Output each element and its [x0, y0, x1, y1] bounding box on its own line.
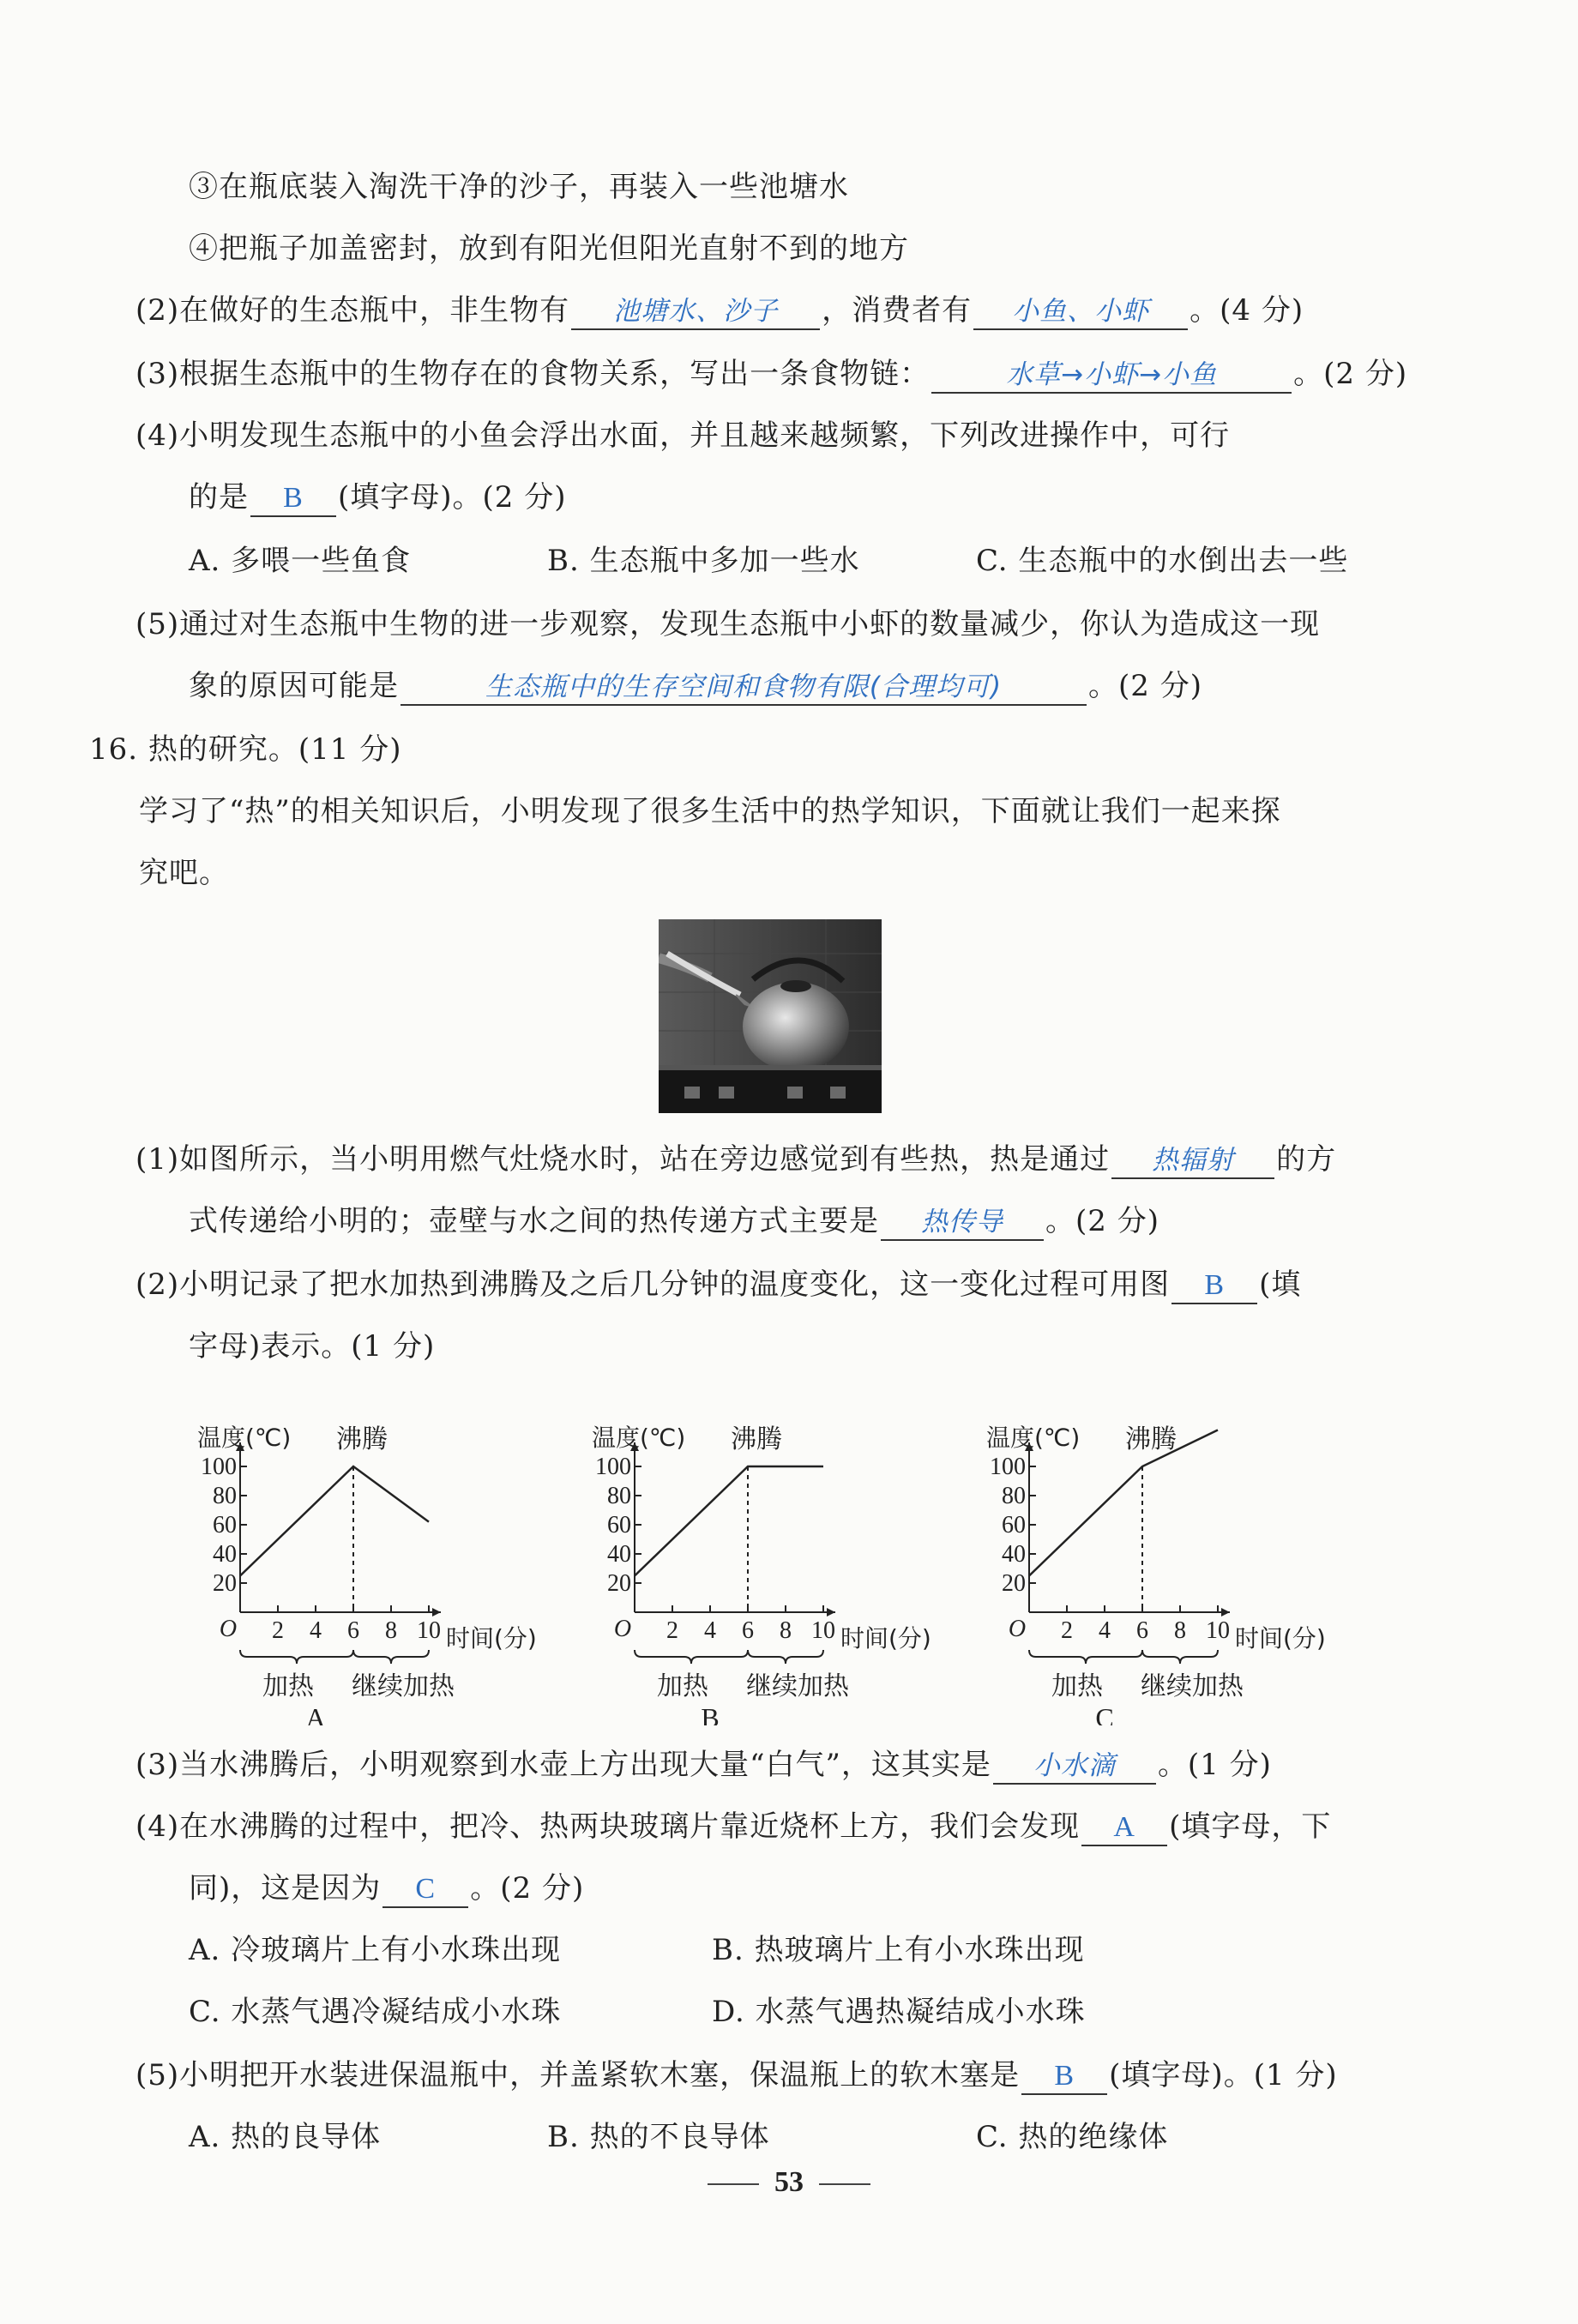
q16-p5-option-a: A. 热的良导体	[189, 2120, 382, 2154]
answer-blank[interactable]: 热辐射	[1111, 1143, 1274, 1179]
x-axis-arrow-icon	[1221, 1608, 1230, 1617]
q15-p2-text-a: (2)在做好的生态瓶中，非生物有	[136, 293, 570, 328]
x-tick-label: 4	[704, 1617, 716, 1644]
x-axis-arrow-icon	[827, 1608, 835, 1617]
temperature-series-line	[635, 1466, 823, 1576]
q16-p5-text-a: (5)小明把开水装进保温瓶中，并盖紧软木塞，保温瓶上的软木塞是	[136, 2058, 1021, 2092]
continue-heating-label: 继续加热	[746, 1671, 849, 1701]
page-number-dash-left	[708, 2183, 759, 2185]
page-number	[0, 2166, 1578, 2199]
chart-letter-label: C	[1095, 1702, 1114, 1725]
q16-part4-line1	[136, 1808, 1331, 1846]
q15-p4-option-b: B. 生态瓶中多加一些水	[547, 544, 860, 578]
answer-blank[interactable]: B	[1171, 1268, 1257, 1304]
kettle-on-stove-photo	[659, 919, 882, 1113]
chart-svg	[969, 1382, 1381, 1725]
q15-p5-line2	[189, 667, 1202, 706]
answer-blank[interactable]: B	[1021, 2059, 1107, 2095]
temperature-series-line	[240, 1466, 429, 1576]
y-tick-label: 60	[607, 1512, 631, 1538]
q16-p2-text-b: (填	[1259, 1267, 1302, 1302]
y-tick-label: 80	[1002, 1483, 1026, 1509]
answer-blank[interactable]: 热传导	[881, 1205, 1044, 1241]
x-axis-title: 时间(分)	[1235, 1624, 1326, 1653]
page-number-dash-right	[819, 2183, 870, 2185]
q16-part2-line1	[136, 1266, 1301, 1304]
y-axis-title: 温度(℃)	[986, 1424, 1081, 1452]
q16-part1-line2	[189, 1202, 1159, 1241]
answer-blank[interactable]: C	[382, 1872, 468, 1908]
answer-blank[interactable]: 小水滴	[993, 1749, 1156, 1785]
origin-label: O	[219, 1616, 238, 1642]
x-tick-label: 6	[742, 1617, 754, 1644]
q16-p4-text-c: 同)，这是因为	[189, 1871, 382, 1906]
y-tick-label: 20	[213, 1570, 237, 1597]
y-tick-label: 80	[607, 1483, 631, 1509]
y-tick-label: 20	[607, 1570, 631, 1597]
kettle-illustration	[659, 919, 882, 1113]
q15-p4-option-c: C. 生态瓶中的水倒出去一些	[976, 544, 1349, 578]
y-tick-label: 60	[213, 1512, 237, 1538]
y-tick-label: 60	[1002, 1512, 1026, 1538]
q16-intro-line2: 究吧。	[139, 856, 229, 890]
chart-b	[575, 1382, 986, 1725]
boiling-annotation: 沸腾	[336, 1424, 388, 1454]
chart-c	[969, 1382, 1381, 1725]
x-axis-title: 时间(分)	[446, 1624, 537, 1653]
y-tick-label: 100	[201, 1454, 237, 1480]
q16-part4-line2	[189, 1869, 584, 1908]
q16-p4-option-c: C. 水蒸气遇冷凝结成小水珠	[189, 1995, 562, 2029]
q16-p5-text-b: (填字母)。(1 分)	[1109, 2058, 1338, 2092]
q15-p3-text-a: (3)根据生态瓶中的生物存在的食物关系，写出一条食物链：	[136, 357, 931, 391]
q16-p1-text-a: (1)如图所示，当小明用燃气灶烧水时，站在旁边感觉到有些热，热是通过	[136, 1142, 1111, 1177]
q16-p4-text-b: (填字母，下	[1169, 1809, 1332, 1844]
q16-p4-option-b: B. 热玻璃片上有小水珠出现	[712, 1933, 1085, 1967]
x-tick-label: 10	[811, 1617, 835, 1644]
origin-label: O	[1008, 1616, 1027, 1642]
q15-p3-text-b: 。(2 分)	[1293, 357, 1408, 391]
y-axis-title: 温度(℃)	[197, 1424, 292, 1452]
y-tick-label: 40	[213, 1541, 237, 1568]
y-axis-title: 温度(℃)	[592, 1424, 686, 1452]
heating-label: 加热	[1051, 1671, 1103, 1701]
boiling-annotation: 沸腾	[1125, 1424, 1177, 1454]
chart-letter-label: A	[305, 1702, 326, 1725]
q15-p4-line2	[189, 479, 567, 517]
q16-p4-option-d: D. 水蒸气遇热凝结成小水珠	[712, 1995, 1086, 2029]
x-tick-label: 8	[385, 1617, 397, 1644]
continue-heating-label: 继续加热	[352, 1671, 455, 1701]
q15-p4-line1: (4)小明发现生态瓶中的小鱼会浮出水面，并且越来越频繁，下列改进操作中，可行	[136, 418, 1231, 453]
q16-part5	[136, 2056, 1338, 2095]
x-tick-label: 8	[780, 1617, 792, 1644]
y-tick-label: 80	[213, 1483, 237, 1509]
q15-p4-text-a: 的是	[189, 480, 249, 515]
q16-p4-option-a: A. 冷玻璃片上有小水珠出现	[189, 1933, 562, 1967]
x-tick-label: 4	[1099, 1617, 1111, 1644]
q16-p3-text-a: (3)当水沸腾后，小明观察到水壶上方出现大量“白气”，这其实是	[136, 1748, 991, 1782]
q16-p1-text-c: 式传递给小明的；壶壁与水之间的热传递方式主要是	[189, 1204, 879, 1238]
y-tick-label: 100	[990, 1454, 1026, 1480]
q15-p5-text-b: 。(2 分)	[1088, 669, 1202, 703]
chart-letter-label: B	[701, 1702, 720, 1725]
chart-a	[180, 1382, 592, 1725]
answer-blank[interactable]: 水草→小虾→小鱼	[931, 358, 1292, 394]
x-tick-label: 4	[310, 1617, 322, 1644]
continue-heating-brace	[1142, 1650, 1218, 1664]
q16-p4-text-a: (4)在水沸腾的过程中，把冷、热两块玻璃片靠近烧杯上方，我们会发现	[136, 1809, 1081, 1844]
x-tick-label: 10	[1206, 1617, 1230, 1644]
page-number-value: 53	[774, 2166, 804, 2198]
q16-part3	[136, 1746, 1272, 1785]
x-tick-label: 6	[1136, 1617, 1148, 1644]
q16-p2-text-c: 字母)表示。(1 分)	[189, 1329, 436, 1364]
x-axis-title: 时间(分)	[840, 1624, 931, 1653]
x-tick-label: 2	[666, 1617, 678, 1644]
boiling-annotation: 沸腾	[731, 1424, 782, 1454]
chart-svg	[575, 1382, 986, 1725]
q15-p5-text-a: 象的原因可能是	[189, 669, 399, 703]
q15-p4-text-b: (填字母)。(2 分)	[338, 480, 567, 515]
x-tick-label: 10	[417, 1617, 441, 1644]
heating-brace	[240, 1650, 353, 1664]
y-tick-label: 100	[595, 1454, 631, 1480]
origin-label: O	[613, 1616, 632, 1642]
temperature-series-line	[1029, 1430, 1218, 1576]
q15-part2	[136, 292, 1304, 330]
q16-title: 16. 热的研究。(11 分)	[89, 732, 402, 767]
heating-brace	[1029, 1650, 1142, 1664]
heating-brace	[635, 1650, 748, 1664]
q16-p4-text-d: 。(2 分)	[470, 1871, 585, 1906]
heating-label: 加热	[262, 1671, 314, 1701]
continue-heating-label: 继续加热	[1141, 1671, 1244, 1701]
continue-heating-brace	[748, 1650, 823, 1664]
answer-blank[interactable]: 池塘水、沙子	[571, 294, 820, 330]
q15-p5-line1: (5)通过对生态瓶中生物的进一步观察，发现生态瓶中小虾的数量减少，你认为造成这一现	[136, 607, 1321, 641]
answer-blank[interactable]: A	[1081, 1810, 1167, 1846]
y-tick-label: 40	[1002, 1541, 1026, 1568]
heating-label: 加热	[657, 1671, 708, 1701]
answer-blank[interactable]: B	[250, 481, 336, 517]
q16-p5-option-b: B. 热的不良导体	[547, 2120, 770, 2154]
q15-p2-text-c: 。(4 分)	[1190, 293, 1304, 328]
q16-p5-option-c: C. 热的绝缘体	[976, 2120, 1169, 2154]
q16-intro-line1: 学习了“热”的相关知识后，小明发现了很多生活中的热学知识，下面就让我们一起来探	[139, 794, 1281, 828]
q15-p4-option-a: A. 多喂一些鱼食	[189, 544, 412, 578]
q16-p3-text-b: 。(1 分)	[1157, 1748, 1272, 1782]
q16-p2-text-a: (2)小明记录了把水加热到沸腾及之后几分钟的温度变化，这一变化过程可用图	[136, 1267, 1171, 1302]
x-axis-arrow-icon	[432, 1608, 441, 1617]
q16-part1-line1	[136, 1141, 1336, 1179]
x-tick-label: 2	[1061, 1617, 1073, 1644]
step-3-text: ③在瓶底装入淘洗干净的沙子，再装入一些池塘水	[189, 170, 849, 204]
answer-blank[interactable]: 生态瓶中的生存空间和食物有限(合理均可)	[401, 670, 1087, 706]
x-tick-label: 8	[1174, 1617, 1186, 1644]
q15-p2-text-b: ，消费者有	[822, 293, 973, 328]
q15-part3	[136, 355, 1407, 394]
continue-heating-brace	[353, 1650, 429, 1664]
q16-p1-text-d: 。(2 分)	[1045, 1204, 1159, 1238]
y-tick-label: 40	[607, 1541, 631, 1568]
y-tick-label: 20	[1002, 1570, 1026, 1597]
step-4-text: ④把瓶子加盖密封，放到有阳光但阳光直射不到的地方	[189, 232, 909, 266]
answer-blank[interactable]: 小鱼、小虾	[973, 294, 1188, 330]
x-tick-label: 2	[272, 1617, 284, 1644]
x-tick-label: 6	[347, 1617, 359, 1644]
q16-p1-text-b: 的方	[1276, 1142, 1337, 1177]
chart-svg	[180, 1382, 592, 1725]
